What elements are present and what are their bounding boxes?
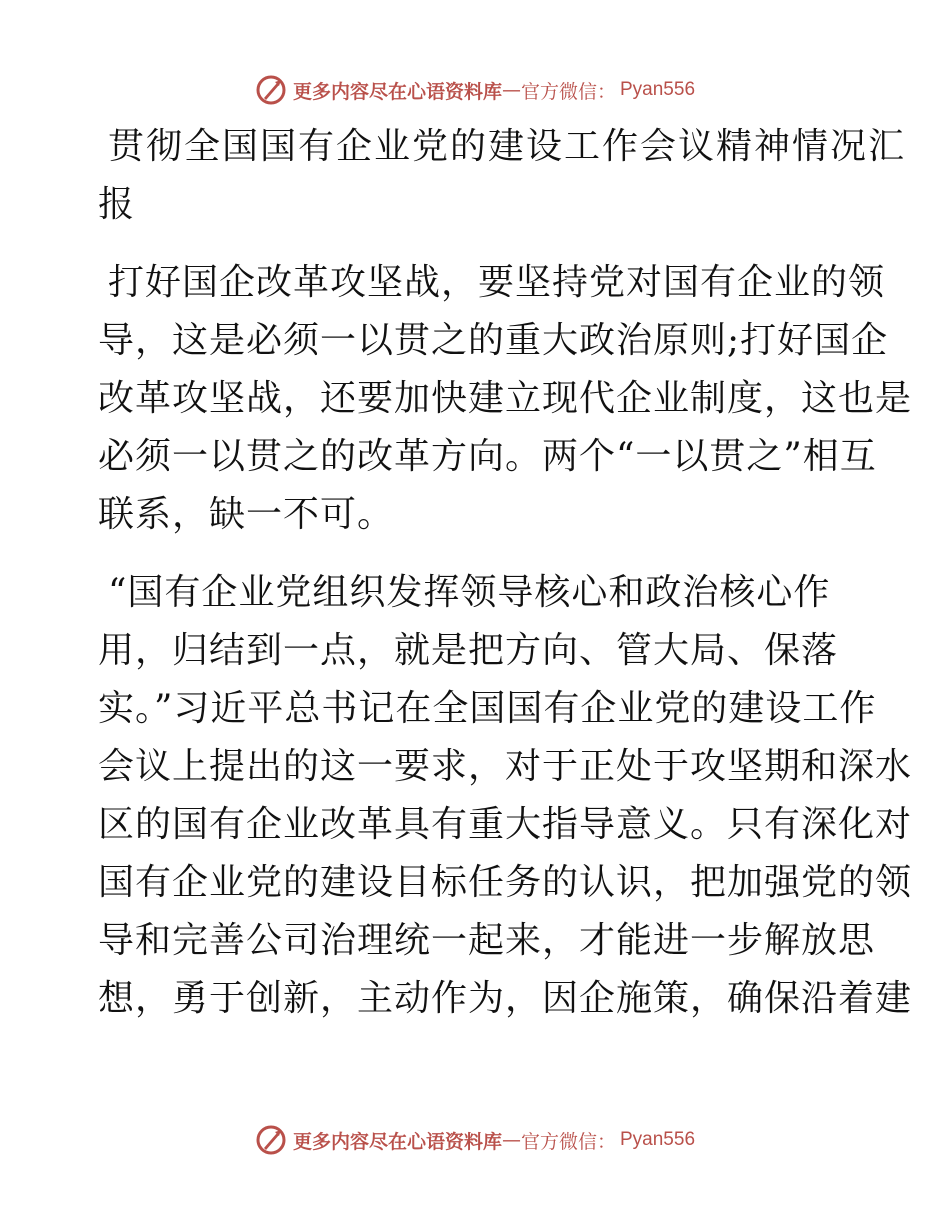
watermark-dash: — [501,79,521,101]
watermark-wechat-label: 官方微信： [520,1130,616,1153]
watermark-brand: 更多内容尽在心语资料库 [292,80,502,103]
paragraph-2-line: 想，勇于创新，主动作为，因企施策，确保沿着建 [98,978,913,1019]
document-title [98,118,907,234]
paragraph-1-line: 必须一以贯之的改革方向。两个“一以贯之”相互 [98,436,877,477]
title-line-2: 报 [98,184,137,225]
paragraph-2-line: “国有企业党组织发挥领导核心和政治核心作 [108,572,831,613]
paragraph-2-line: 实。”习近平总书记在全国国有企业党的建设工作 [98,688,877,729]
paragraph-2-line: 国有企业党的建设目标任务的认识，把加强党的领 [98,862,913,903]
header-watermark [0,72,950,108]
title-line-1: 贯彻全国国有企业党的建设工作会议精神情况汇 [108,126,907,167]
footer-watermark [0,1122,950,1158]
paragraph-2-line: 用，归结到一点，就是把方向、管大局、保落 [98,630,839,671]
document-body [98,118,913,1028]
quill-circle-icon [255,74,287,106]
watermark-brand: 更多内容尽在心语资料库 [292,1130,502,1153]
watermark-wechat-id: Pyan556 [620,1129,696,1150]
paragraph-2-line: 区的国有企业改革具有重大指导意义。只有深化对 [98,804,913,845]
watermark-dash: — [501,1129,521,1151]
paragraph-1-line: 打好国企改革攻坚战，要坚持党对国有企业的领 [108,262,886,303]
paragraph-1-line: 联系，缺一不可。 [98,494,395,535]
paragraph-2-line: 会议上提出的这一要求，对于正处于攻坚期和深水 [98,746,913,787]
paragraph-2-line: 导和完善公司治理统一起来，才能进一步解放思 [98,920,876,961]
quill-circle-icon [255,1124,287,1156]
paragraph-1 [98,254,913,544]
watermark-wechat-id: Pyan556 [620,79,696,100]
paragraph-2 [98,564,913,1028]
paragraph-1-line: 改革攻坚战，还要加快建立现代企业制度，这也是 [98,378,913,419]
paragraph-1-line: 导，这是必须一以贯之的重大政治原则;打好国企 [98,320,889,361]
watermark-wechat-label: 官方微信： [520,80,616,103]
